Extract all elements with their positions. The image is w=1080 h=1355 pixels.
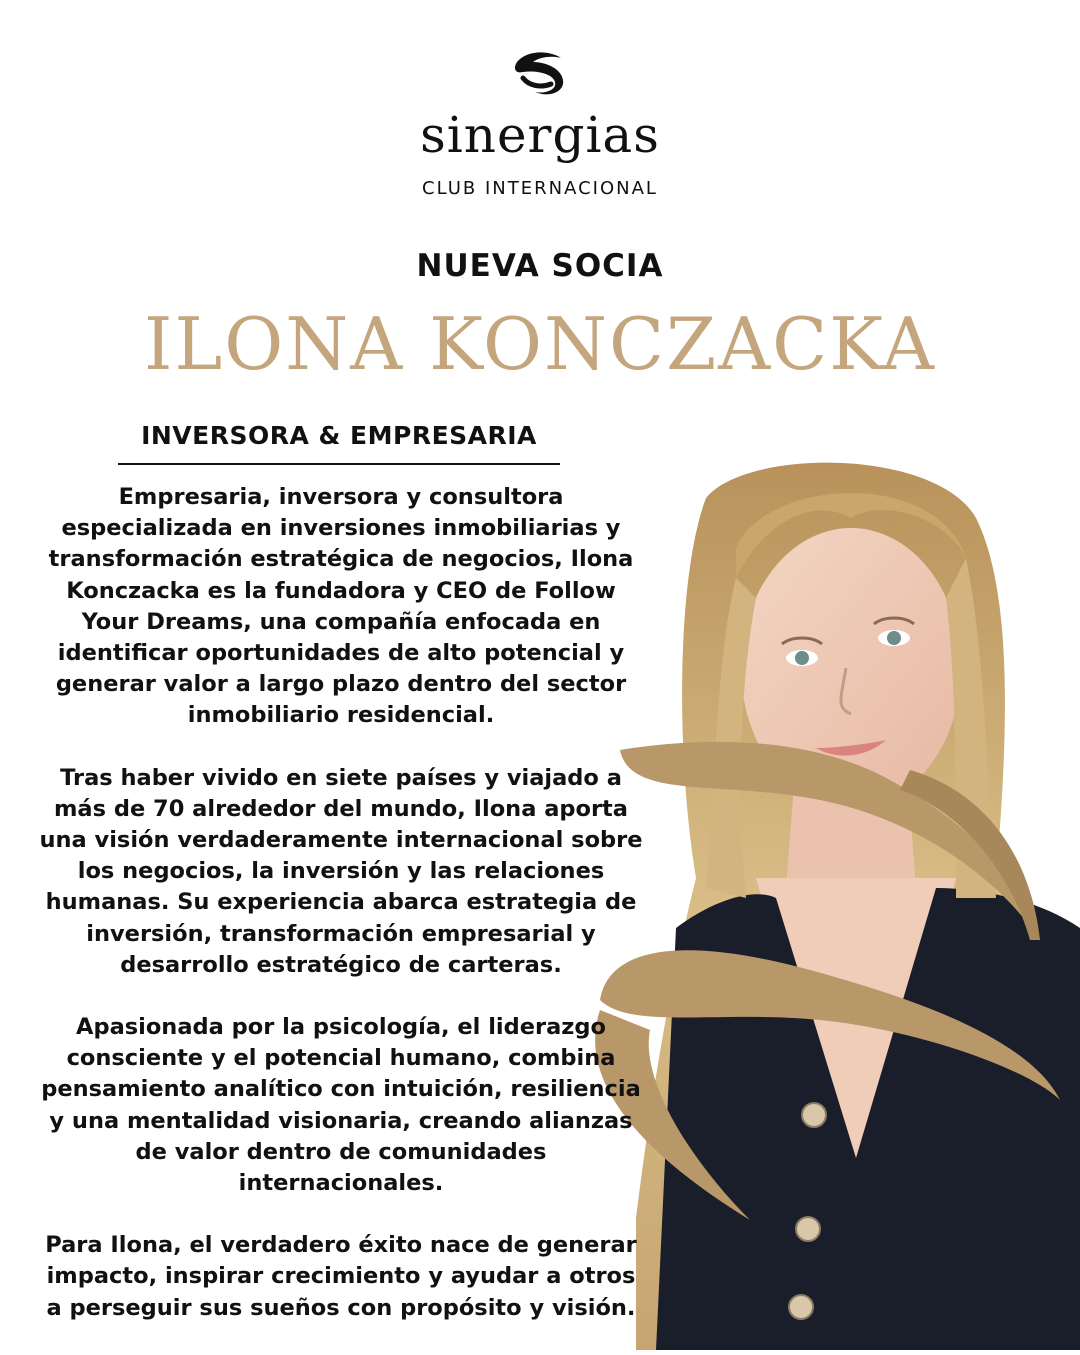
member-name: ILONA KONCZACKA bbox=[143, 302, 937, 386]
bio-paragraph: Empresaria, inversora y consultora especializada en inversiones inmobiliarias y transformación estratégica de negocios, Ilona Konczacka es la fundadora y CEO de Follow Your Dreams, una compañía enfocada en identificar oportunidades de alto potencial y generar valor a largo plazo dentro del sector inmobiliario residencial. bbox=[48, 484, 634, 729]
bio-paragraph: Apasionada por la psicología, el liderazgo consciente y el potencial humano, combina pensamiento analítico con intuición, resiliencia y una mentalidad visionaria, creando alianzas de valor dentro de comunidades internacionales. bbox=[41, 1014, 641, 1197]
page-kicker: NUEVA SOCIA bbox=[416, 248, 664, 284]
bio-paragraph: Para Ilona, el verdadero éxito nace de generar impacto, inspirar crecimiento y ayudar a otros a perseguir sus sueños con propósito y visión. bbox=[45, 1232, 637, 1321]
bio-paragraph: Tras haber vivido en siete países y viajado a más de 70 alrededor del mundo, Ilona aporta una visión verdaderamente internacional sobre los negocios, la inversión y las relaciones humanas. Su experiencia abarca estrategia de inversión, transformación empresarial y desarrollo estratégico de carteras. bbox=[39, 764, 643, 978]
logo-mark-icon bbox=[505, 48, 575, 100]
member-bio bbox=[36, 482, 646, 1355]
role-underline bbox=[118, 463, 560, 465]
member-role: INVERSORA & EMPRESARIA bbox=[141, 421, 537, 450]
brand-wordmark: sinergias bbox=[420, 106, 660, 164]
brand-tagline: CLUB INTERNACIONAL bbox=[422, 178, 658, 199]
